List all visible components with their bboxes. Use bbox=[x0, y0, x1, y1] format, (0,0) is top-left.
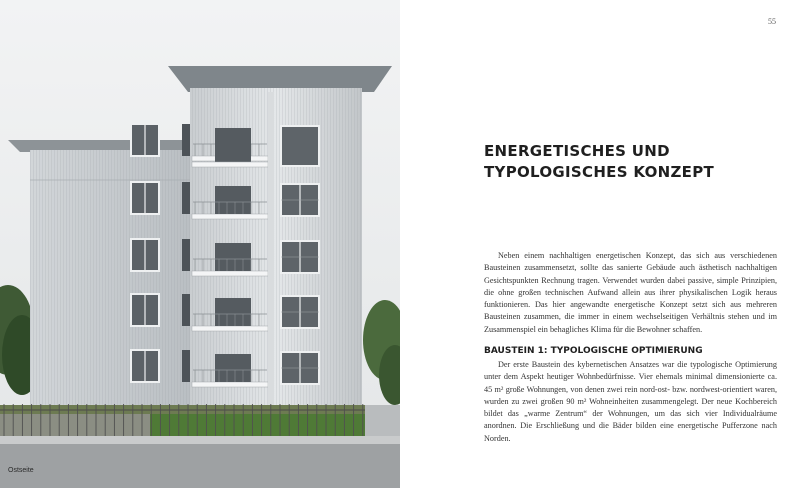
section-heading bbox=[484, 141, 774, 183]
top-balcony-slab bbox=[192, 162, 268, 167]
intro-paragraph: Neben einem nachhaltigen energetischen Konzept, das sich aus verschiedenen Bausteinen zusammensetzt, sollte das sanierte Gebäude auch ästhetisch nachhaltigen Gesichtspunkten Rechnung tragen. Verwendet wurden dabei passive, simple Prinzipien, die ohne großen technischen Aufwand allein aus ihrer physikalischen Logik heraus funktionieren. Das hier angewandte energetische Konzept setzt sich aus mehreren Bausteinen zusammen, die immer in einem wechselseitigen Verhältnis stehen und im Zusammenspiel ein behagliches Klima für die Bewohner schaffen. bbox=[484, 251, 777, 334]
trees-right bbox=[363, 300, 400, 405]
pilaster bbox=[268, 92, 274, 410]
ground bbox=[0, 405, 400, 488]
balcony-slab bbox=[192, 214, 268, 219]
wing-window-edge bbox=[182, 182, 190, 214]
balcony-slab bbox=[192, 382, 268, 387]
subheading-baustein-1: BAUSTEIN 1: TYPOLOGISCHE OPTIMIERUNG bbox=[484, 346, 703, 356]
balcony-door bbox=[215, 298, 251, 326]
wing-window-edge bbox=[182, 294, 190, 326]
top-tower-window bbox=[281, 126, 319, 166]
wing-window-edge bbox=[182, 124, 190, 156]
building-windows bbox=[131, 92, 319, 410]
wing-window-edge bbox=[182, 239, 190, 271]
heading-line-1: ENERGETISCHES UND bbox=[484, 142, 670, 160]
balcony-door bbox=[215, 243, 251, 271]
balcony-door bbox=[215, 354, 251, 382]
building-wing bbox=[8, 140, 195, 410]
wing-window-edge bbox=[182, 350, 190, 382]
top-balcony-door bbox=[215, 140, 251, 162]
balcony-slab bbox=[192, 271, 268, 276]
heading-line-2: TYPOLOGISCHES KONZEPT bbox=[484, 163, 715, 181]
photo-caption: Ostseite bbox=[8, 467, 34, 474]
balcony-slab bbox=[192, 326, 268, 331]
page-number: 55 bbox=[768, 17, 776, 26]
balcony-door bbox=[215, 186, 251, 214]
baustein-1-paragraph: Der erste Baustein des kybernetischen Ansatzes war die typologische Optimierung unter dem Aspekt heutiger Wohnbedürfnisse. Vier ehemals minimal dimensionierte ca. 45 m² große Wohnungen, von denen zwei rein nord-ost- bzw. nordwest-orientiert waren, wurden zu zwei großen 90 m² Wohneinheiten zusammengelegt. Der neue Kochbereich bildet das „warme Zentrum“ der Wohnungen, um das sich vier Individualräume anordnen. Die Erschließung und die Bäder bilden eine energetische Pufferzone nach Norden. bbox=[484, 360, 777, 443]
